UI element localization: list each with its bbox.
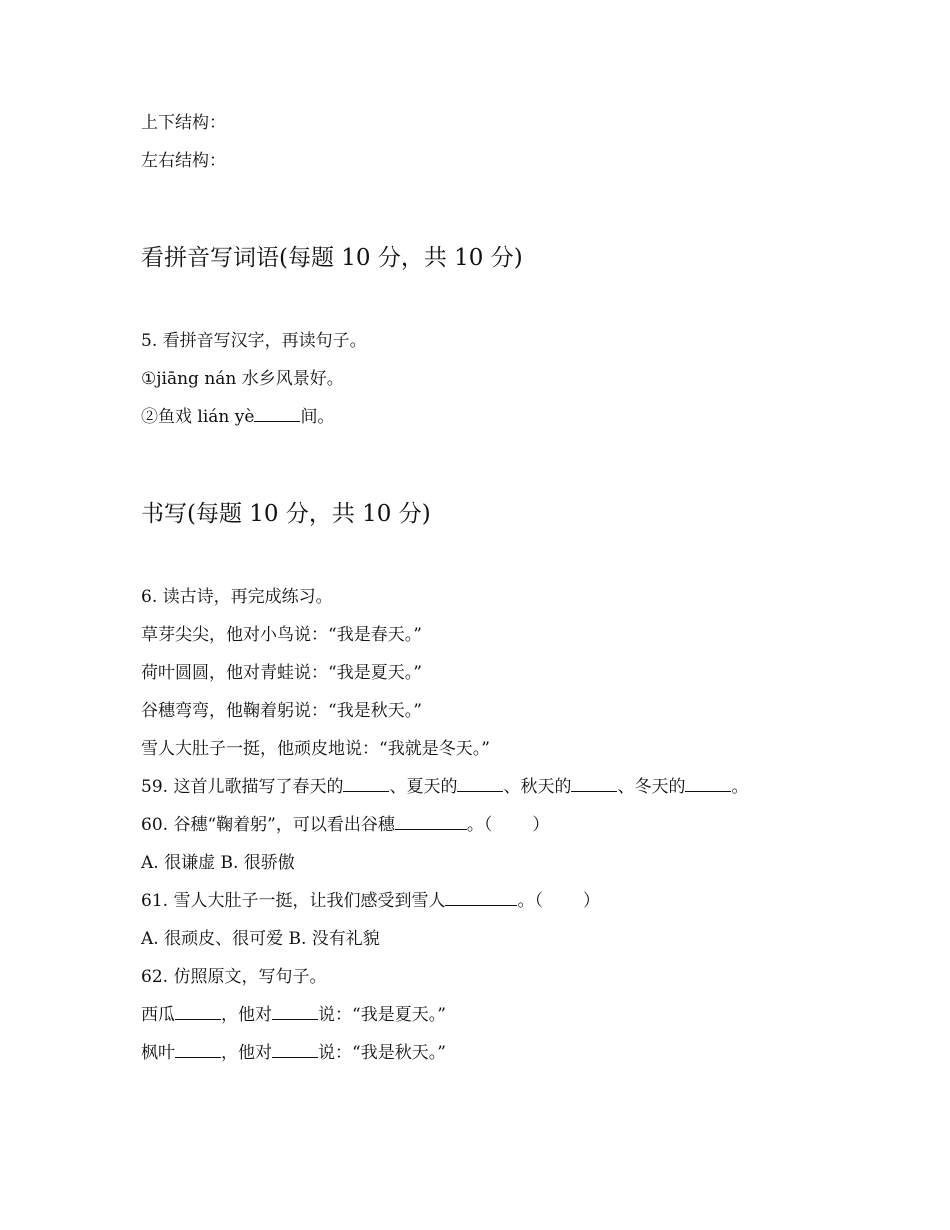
question-5-item-1: ①jiāng nán 水乡风景好。 (141, 369, 344, 389)
answer-blank[interactable] (685, 776, 731, 792)
question-60 (141, 814, 549, 836)
question-59-text-3: 、秋天的 (503, 777, 572, 797)
question-5-item-2-prefix: ②鱼戏 lián yè (141, 407, 255, 427)
question-62-line-1 (141, 1004, 446, 1026)
question-60-paren-open: 。（ (466, 815, 493, 835)
question-62-line-1-text-c: 说：“我是夏天。” (318, 1005, 446, 1025)
answer-blank[interactable] (272, 1004, 318, 1020)
answer-blank[interactable] (175, 1042, 221, 1058)
answer-blank[interactable] (445, 890, 517, 906)
question-5-item-2 (141, 406, 334, 428)
question-62-line-2-text-a: 枫叶 (141, 1043, 175, 1063)
answer-blank[interactable] (395, 814, 467, 830)
question-60-options: A. 很谦虚 B. 很骄傲 (141, 853, 295, 873)
question-62-line-1-text-b: ，他对 (221, 1005, 272, 1025)
poem-line-4: 雪人大肚子一挺，他顽皮地说：“我就是冬天。” (141, 739, 490, 759)
question-61-text: 61. 雪人大肚子一挺，让我们感受到雪人 (141, 891, 446, 911)
question-59-text-2: 、夏天的 (389, 777, 458, 797)
structure-top-bottom: 上下结构： (141, 113, 226, 133)
poem-line-2: 荷叶圆圆，他对青蛙说：“我是夏天。” (141, 663, 422, 683)
question-59-text-4: 、冬天的 (617, 777, 686, 797)
question-61 (141, 890, 600, 912)
section-title-pinyin: 看拼音写词语(每题 10 分，共 10 分) (141, 245, 523, 271)
question-62-line-2 (141, 1042, 446, 1064)
question-6-stem: 6. 读古诗，再完成练习。 (141, 587, 333, 607)
question-61-paren-close: ） (582, 891, 600, 911)
question-62-stem: 62. 仿照原文，写句子。 (141, 967, 327, 987)
question-59-text-1: 59. 这首儿歌描写了春天的 (141, 777, 344, 797)
question-61-options: A. 很顽皮、很可爱 B. 没有礼貌 (141, 929, 380, 949)
question-59 (141, 776, 748, 798)
question-59-text-5: 。 (731, 777, 749, 797)
structure-left-right: 左右结构： (141, 151, 226, 171)
poem-line-3: 谷穗弯弯，他鞠着躬说：“我是秋天。” (141, 701, 422, 721)
question-62-line-2-text-c: 说：“我是秋天。” (318, 1043, 446, 1063)
section-title-writing: 书写(每题 10 分，共 10 分) (141, 501, 431, 527)
answer-blank[interactable] (457, 776, 503, 792)
question-62-line-1-text-a: 西瓜 (141, 1005, 175, 1025)
question-60-text: 60. 谷穗“鞠着躬”，可以看出谷穗 (141, 815, 395, 835)
question-60-paren-close: ） (532, 815, 550, 835)
question-5-stem: 5. 看拼音写汉字，再读句子。 (141, 331, 367, 351)
answer-blank[interactable] (254, 406, 300, 422)
answer-blank[interactable] (272, 1042, 318, 1058)
answer-blank[interactable] (343, 776, 389, 792)
question-62-line-2-text-b: ，他对 (221, 1043, 272, 1063)
question-61-paren-open: 。（ (517, 891, 543, 911)
poem-line-1: 草芽尖尖，他对小鸟说：“我是春天。” (141, 625, 422, 645)
answer-blank[interactable] (175, 1004, 221, 1020)
answer-blank[interactable] (571, 776, 617, 792)
question-5-item-2-suffix: 间。 (300, 407, 335, 427)
